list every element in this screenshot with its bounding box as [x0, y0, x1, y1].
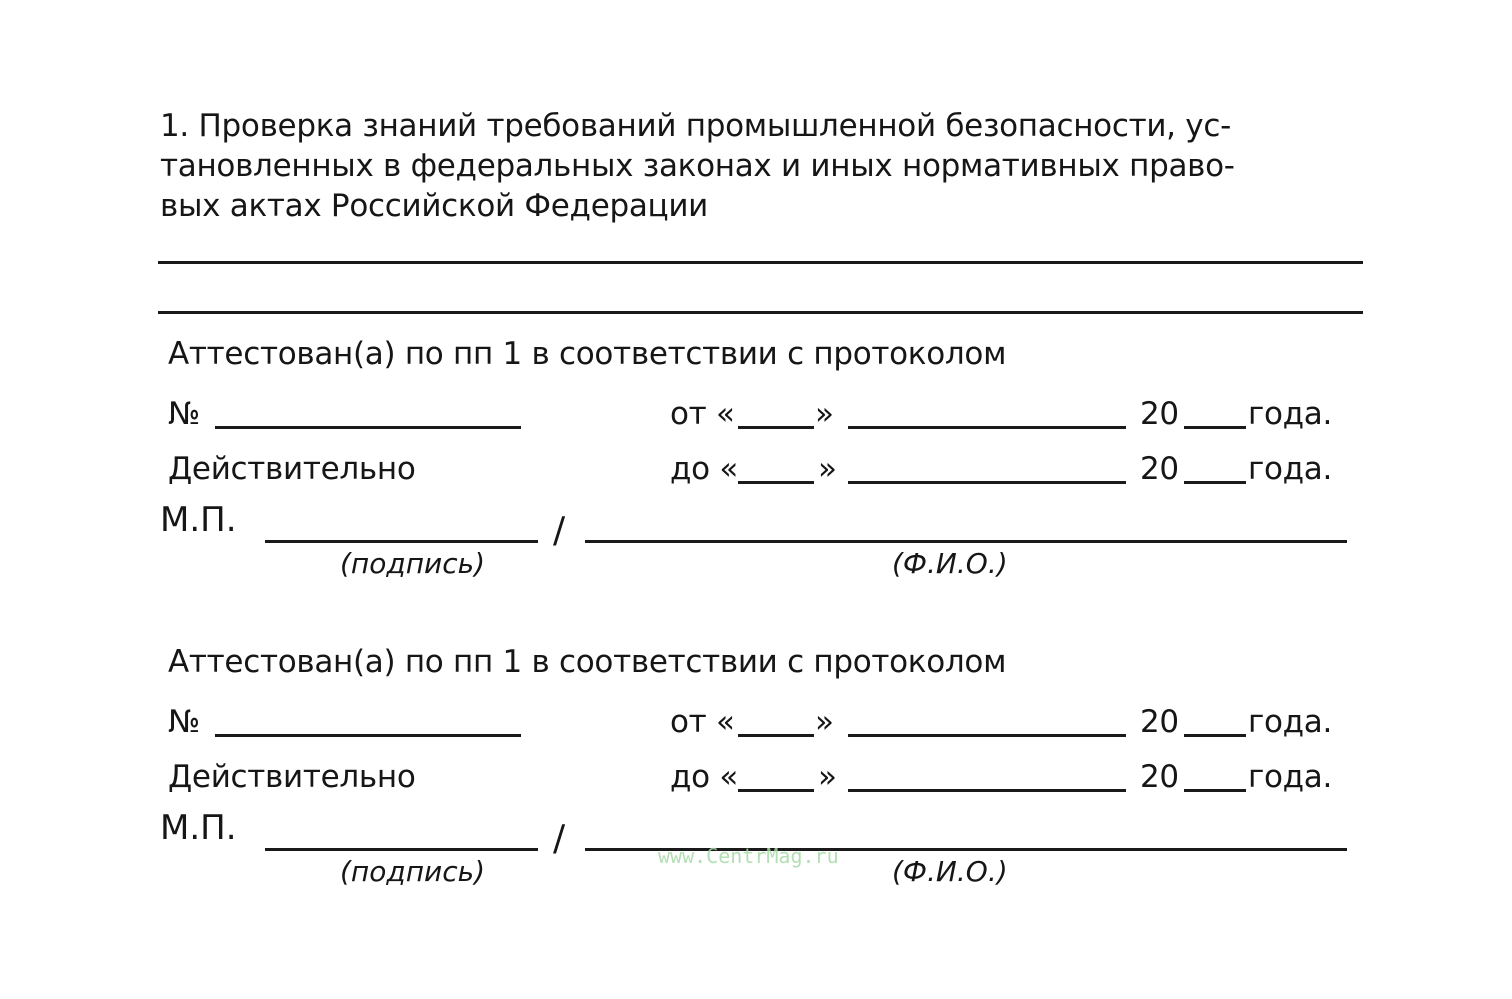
fill-in-line-1[interactable] — [158, 261, 1363, 264]
signature-caption: (подпись) — [340, 547, 486, 580]
to-day-blank[interactable] — [738, 455, 814, 484]
to-prefix: до « — [670, 759, 739, 795]
protocol-number-blank[interactable] — [215, 708, 521, 737]
signature-caption: (подпись) — [340, 855, 486, 888]
year-prefix: 20 — [1140, 759, 1179, 795]
year-prefix: 20 — [1140, 396, 1179, 432]
from-prefix: от « — [670, 704, 735, 740]
year-suffix: года. — [1248, 759, 1333, 795]
number-sign: № — [168, 396, 200, 432]
signature-blank[interactable] — [265, 514, 538, 543]
to-year-blank[interactable] — [1184, 763, 1246, 792]
attested-text: Аттестован(а) по пп 1 в соответствии с протоколом — [168, 644, 1007, 680]
to-prefix: до « — [670, 451, 739, 487]
heading-line-1: 1. Проверка знаний требований промышленной безопасности, ус- — [160, 108, 1231, 144]
from-day-blank[interactable] — [738, 708, 814, 737]
heading-line-2: тановленных в федеральных законах и иных нормативных право- — [160, 148, 1235, 184]
year-prefix: 20 — [1140, 451, 1179, 487]
valid-label: Действительно — [168, 759, 416, 795]
to-year-blank[interactable] — [1184, 455, 1246, 484]
heading-line-3: вых актах Российской Федерации — [160, 188, 709, 224]
fio-blank[interactable] — [585, 514, 1347, 543]
quote-close: » — [818, 759, 837, 795]
from-month-blank[interactable] — [848, 400, 1126, 429]
from-day-blank[interactable] — [738, 400, 814, 429]
quote-close: » — [815, 704, 834, 740]
watermark: www.CentrMag.ru — [658, 844, 839, 868]
year-prefix: 20 — [1140, 704, 1179, 740]
protocol-number-blank[interactable] — [215, 400, 521, 429]
to-month-blank[interactable] — [848, 763, 1126, 792]
from-year-blank[interactable] — [1184, 708, 1246, 737]
year-suffix: года. — [1248, 396, 1333, 432]
quote-close: » — [818, 451, 837, 487]
number-sign: № — [168, 704, 200, 740]
fill-in-line-2[interactable] — [158, 311, 1363, 314]
signature-blank[interactable] — [265, 822, 538, 851]
from-month-blank[interactable] — [848, 708, 1126, 737]
slash-separator: / — [553, 818, 566, 859]
to-month-blank[interactable] — [848, 455, 1126, 484]
fio-caption: (Ф.И.О.) — [892, 547, 1008, 580]
slash-separator: / — [553, 510, 566, 551]
fio-caption: (Ф.И.О.) — [892, 855, 1008, 888]
stamp-label: М.П. — [160, 808, 237, 848]
attested-text: Аттестован(а) по пп 1 в соответствии с протоколом — [168, 336, 1007, 372]
quote-close: » — [815, 396, 834, 432]
year-suffix: года. — [1248, 451, 1333, 487]
year-suffix: года. — [1248, 704, 1333, 740]
valid-label: Действительно — [168, 451, 416, 487]
from-year-blank[interactable] — [1184, 400, 1246, 429]
from-prefix: от « — [670, 396, 735, 432]
stamp-label: М.П. — [160, 500, 237, 540]
to-day-blank[interactable] — [738, 763, 814, 792]
